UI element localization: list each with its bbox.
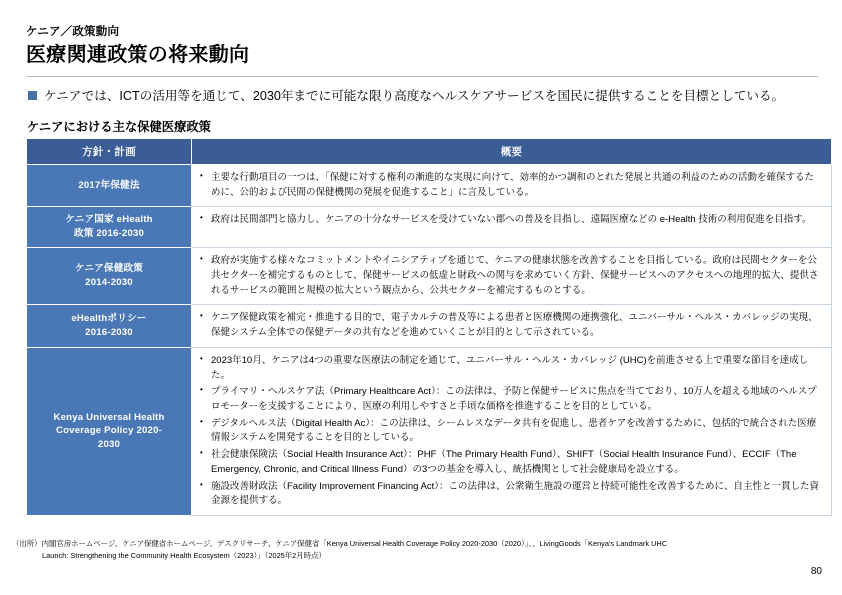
table-row	[27, 207, 832, 248]
footer	[12, 538, 824, 562]
square-bullet-icon	[28, 91, 37, 100]
page-title: 医療関連政策の将来動向	[26, 43, 250, 66]
table-header-row	[27, 138, 832, 164]
table-row	[27, 248, 832, 305]
summary-bullet-list	[198, 354, 823, 509]
policy-name-cell: eHealthポリシー 2016-2030	[27, 305, 192, 347]
policy-summary-cell	[192, 347, 832, 515]
summary-bullet-item: • プライマリ・ヘルスケア法（Primary Healthcare Act）：この法律は、予防と保健サービスに焦点を当てており、10万人を超える地域のヘルスプロモーターを支援することにより、医療の利用しやすさと手頃な価格を推進することを目的としている。	[198, 385, 823, 414]
summary-bullet-item: • 2023年10月、ケニアは4つの重要な医療法の制定を通じて、ユニバーサル・ヘルス・カバレッジ (UHC)を前進させる上で重要な節目を達成した。	[198, 354, 823, 383]
source-line-2: Launch: Strengthening the Community Health Ecosystem（2023）」（2025年2月時点）	[42, 551, 326, 561]
table-row	[27, 164, 832, 206]
policy-name-cell: ケニア保健政策 2014-2030	[27, 248, 192, 305]
table-head	[27, 138, 832, 164]
policy-summary-cell	[192, 248, 832, 305]
source-line-1: （出所）内閣官房ホームページ、ケニア保健省ホームページ、デスクリサーチ、ケニア保健省「Kenya Universal Health Coverage Policy 2020-2030（2020）」、、LivingGoods「Kenya's Landmark UHC	[12, 539, 668, 548]
policy-table	[26, 138, 832, 516]
summary-bullet-list	[198, 213, 823, 228]
policy-summary-cell	[192, 207, 832, 248]
policy-summary-cell	[192, 164, 832, 206]
summary-bullet-item: • ケニア保健政策を補完・推進する目的で、電子カルテの普及等による患者と医療機関の連携強化、ユニバーサル・ヘルス・カバレッジの実現、保健システム全体での保健データの共有などを進めていくことが目的として示されている。	[198, 311, 823, 340]
summary-bullet-item: • デジタルヘルス法（Digital Health Ac）：この法律は、シームレスなデータ共有を促進し、患者ケアを改善するために、包括的で統合された医療情報システムを開発することを目的としている。	[198, 417, 823, 446]
policy-name-cell: Kenya Universal Health Coverage Policy 2020- 2030	[27, 347, 192, 515]
lead-bullet-row	[28, 87, 824, 106]
column-header-summary: 概要	[192, 138, 832, 164]
policy-name-cell: 2017年保健法	[27, 164, 192, 206]
slide-eyebrow: ケニア／政策動向	[26, 26, 120, 38]
summary-bullet-item: • 施設改善財政法（Facility Improvement Financing Act）：この法律は、公衆衛生施設の運営と持続可能性を改善するために、自主性と一貫した資金源を提供する。	[198, 480, 823, 509]
summary-bullet-item: • 主要な行動項目の一つは、「保健に対する権利の漸進的な実現に向けて、効率的かつ調和のとれた発展と共通の利益のための活動を確保するために、公的および民間の保健機関の発展を促進すること」に言及している。	[198, 171, 823, 200]
summary-bullet-item: • 政府は民間部門と協力し、ケニアの十分なサービスを受けていない郡への普及を目指し、遠隔医療などの e-Health 技術の利用促進を目指す。	[198, 213, 823, 228]
source-note	[12, 538, 824, 562]
summary-bullet-item: • 政府が実施する様々なコミットメントやイニシアティブを通じて、ケニアの健康状態を改善することを目指している。政府は民間セクターを公共セクターを補完するものとして、保健サービスの低虚と財政への関与を求めていく方針、保健サービスへのアクセスへの地理的拡大、提供されるサービスの範囲と規模の拡大という観点から、公共セクターを補完するものとする。	[198, 254, 823, 298]
table-body	[27, 164, 832, 515]
policy-summary-cell	[192, 305, 832, 347]
summary-bullet-list	[198, 311, 823, 340]
summary-bullet-list	[198, 171, 823, 200]
summary-bullet-list	[198, 254, 823, 298]
summary-bullet-item: • 社会健康保険法（Social Health Insurance Act）：PHF（The Primary Health Fund）、SHIFT（Social Health Insurance Fund）、ECCIF（The Emergency, Chronic, and Critical Illness Fund）の3つの基金を導入し、統括機関として社会健康局を設立する。	[198, 448, 823, 477]
column-header-policy: 方針・計画	[27, 138, 192, 164]
title-divider	[26, 76, 818, 77]
table-row	[27, 305, 832, 347]
table-caption: ケニアにおける主な保健医療政策	[27, 119, 211, 134]
lead-bullet-text: ケニアでは、ICTの活用等を通じて、2030年までに可能な限り高度なヘルスケアサービスを国民に提供することを目標としている。	[44, 88, 785, 103]
policy-name-cell: ケニア国家 eHealth 政策 2016-2030	[27, 207, 192, 248]
page-number: 80	[810, 566, 822, 577]
table-row	[27, 347, 832, 515]
